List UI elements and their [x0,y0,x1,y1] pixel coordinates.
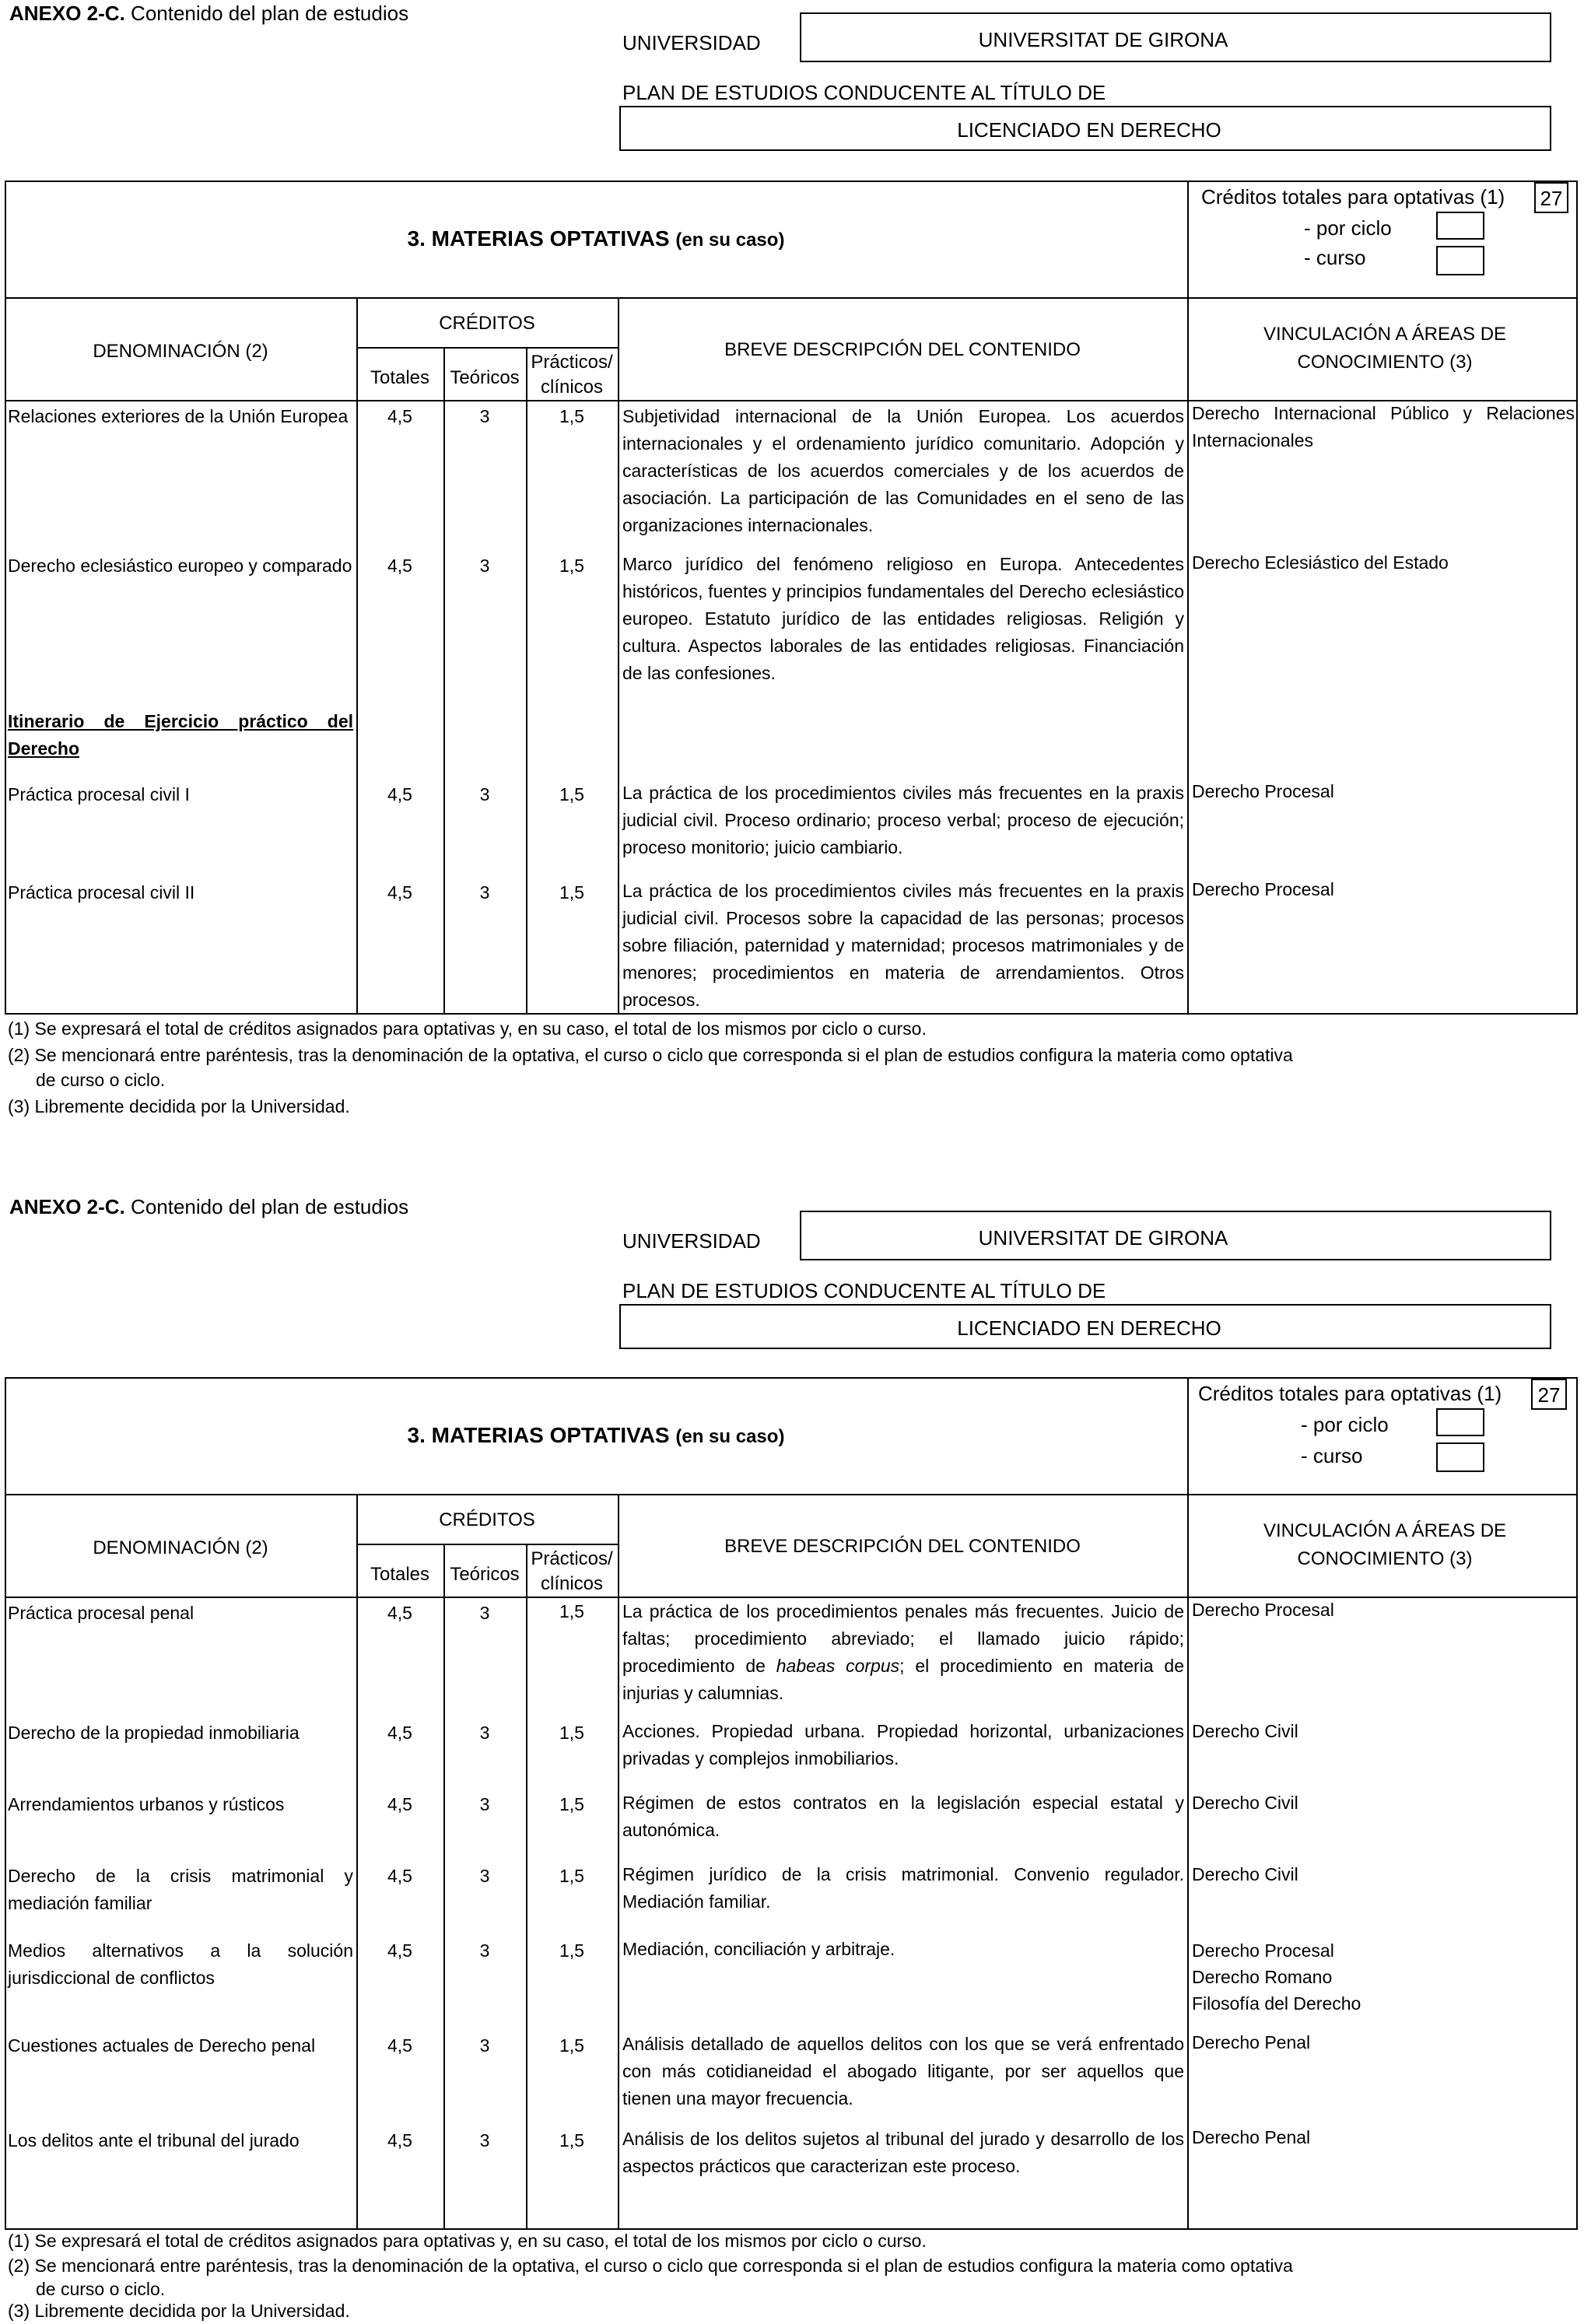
row-practicos: 1,5 [559,556,584,576]
row-totales: 4,5 [387,1603,412,1623]
curso-label: - curso [1301,1444,1363,1467]
row-descripcion: La práctica de los procedimientos penales más frecuentes. Juicio de faltas; procedimiento abreviado; el llamado juicio rápido; procedimiento de habeas corpus; el procedimiento en materia de injurias y calumnias. [622,1601,1184,1703]
row-teoricos: 3 [479,406,490,426]
col-practicos: Prácticos/ clínicos [531,352,613,398]
row-descripcion: La práctica de los procedimientos civiles más frecuentes en la praxis judicial civil. Procesos sobre la capacidad de las personas; procesos sobre filiación, paternidad y maternidad; procesos matrimoniales y de menores; procedimientos en materia de arrendamientos. Otros procesos. [622,881,1184,1010]
row-name: Derecho eclesiástico europeo y comparado [8,556,352,576]
row-totales: 4,5 [387,556,412,576]
col-denominacion: DENOMINACIÓN (2) [93,1537,268,1558]
row-practicos: 1,5 [559,882,584,903]
credits-total-value: 27 [1540,187,1563,210]
por-ciclo-label: - por ciclo [1304,216,1392,240]
footnote-2: (2) Se mencionará entre paréntesis, tras la denominación de la optativa, el curso o ciclo que corresponda si el plan de estudios configura la materia como optativa [8,1045,1293,1065]
row-name: Relaciones exteriores de la Unión Europea [8,406,349,426]
row-teoricos: 3 [479,1723,490,1743]
row-name: Arrendamientos urbanos y rústicos [8,1794,285,1814]
row-teoricos: 3 [479,1794,490,1814]
row-descripcion: Análisis de los delitos sujetos al tribunal del jurado y desarrollo de los aspectos prácticos que caracterizan este proceso. [622,2129,1184,2176]
footnote-2-cont: de curso o ciclo. [36,1070,166,1090]
row-descripcion: Régimen de estos contratos en la legislación especial estatal y autonómica. [622,1793,1184,1840]
row-teoricos: 3 [479,2130,490,2150]
row-practicos: 1,5 [559,1940,584,1961]
row-area: Derecho Procesal [1192,781,1334,801]
row-area: Derecho Eclesiástico del Estado [1192,552,1449,573]
plan-label: PLAN DE ESTUDIOS CONDUCENTE AL TÍTULO DE [622,1279,1106,1302]
footnote-2-cont: de curso o ciclo. [36,2279,166,2299]
col-descripcion: BREVE DESCRIPCIÓN DEL CONTENIDO [724,339,1081,360]
footnote-1: (1) Se expresará el total de créditos asignados para optativas y, en su caso, el total de los mismos por ciclo o curso. [8,1018,927,1039]
row-name: Derecho de la crisis matrimonial y mediación familiar [8,1866,353,1913]
footnote-2: (2) Se mencionará entre paréntesis, tras la denominación de la optativa, el curso o ciclo que corresponda si el plan de estudios configura la materia como optativa [8,2256,1293,2276]
row-totales: 4,5 [387,784,412,804]
row-descripcion: Subjetividad internacional de la Unión Europea. Los acuerdos internacionales y el ordenamiento jurídico comunitario. Adopción y características de los acuerdos comerciales y de los acuerdos de asociación. La participación de las Comunidades en el seno de las organizaciones internacionales. [622,406,1184,535]
section-title: 3. MATERIAS OPTATIVAS (en su caso) [407,1423,785,1447]
row-totales: 4,5 [387,1794,412,1814]
row-area-2: Derecho Romano [1192,1967,1333,1987]
row-practicos: 1,5 [559,1794,584,1814]
university-value: UNIVERSITAT DE GIRONA [978,28,1228,51]
row-area: Derecho Penal [1192,2032,1311,2052]
row-descripcion: Mediación, conciliación y arbitraje. [622,1939,895,1959]
row-descripcion: Régimen jurídico de la crisis matrimonial. Convenio regulador. Mediación familiar. [622,1864,1184,1912]
row-teoricos: 3 [479,1603,490,1623]
footnote-3: (3) Libremente decidida por la Universidad. [8,1096,350,1116]
row-practicos: 1,5 [559,1723,584,1743]
row-totales: 4,5 [387,2130,412,2150]
row-area: Derecho Internacional Público y Relaciones Internacionales [1192,403,1575,450]
row-descripcion: Marco jurídico del fenómeno religioso en Europa. Antecedentes históricos, fuentes y principios fundamentales del Derecho eclesiástico europeo. Estatuto jurídico de las entidades religiosas. Religión y cultura. Aspectos laborales de las entidades religiosas. Financiación de las confesiones. [622,554,1184,683]
row-area: Derecho Civil [1192,1864,1298,1884]
row-area: Derecho Civil [1192,1721,1298,1741]
row-name: Medios alternativos a la solución jurisdiccional de conflictos [8,1940,353,1988]
row-practicos: 1,5 [559,2130,584,2150]
plan-value: LICENCIADO EN DERECHO [957,118,1221,142]
row-teoricos: 3 [479,556,490,576]
row-totales: 4,5 [387,1866,412,1886]
row-name: Derecho de la propiedad inmobiliaria [8,1723,300,1743]
university-value: UNIVERSITAT DE GIRONA [978,1226,1228,1250]
row-practicos: 1,5 [559,406,584,426]
col-practicos: Prácticos/ clínicos [531,1548,613,1594]
row-practicos: 1,5 [559,2035,584,2056]
row-name: Práctica procesal civil I [8,784,190,804]
row-practicos: 1,5 [559,1866,584,1886]
row-descripcion: La práctica de los procedimientos civiles más frecuentes en la praxis judicial civil. Proceso ordinario; proceso verbal; proceso de ejecución; proceso monitorio; juicio cambiario. [622,783,1184,857]
row-totales: 4,5 [387,2035,412,2056]
university-label: UNIVERSIDAD [622,1229,761,1253]
row-totales: 4,5 [387,882,412,903]
col-denominacion: DENOMINACIÓN (2) [93,341,268,362]
por-ciclo-box [1436,212,1484,240]
por-ciclo-label: - por ciclo [1301,1413,1389,1436]
row-teoricos: 3 [479,882,490,903]
row-name: Práctica procesal penal [8,1603,194,1623]
col-vinculacion: VINCULACIÓN A ÁREAS DE CONOCIMIENTO (3) [1263,1520,1507,1569]
row-totales: 4,5 [387,1940,412,1961]
university-label: UNIVERSIDAD [622,31,761,54]
row-area: Derecho Procesal [1192,879,1334,899]
col-creditos: CRÉDITOS [439,1509,535,1530]
row-teoricos: 3 [479,2035,490,2056]
curso-box [1436,246,1484,275]
plan-label: PLAN DE ESTUDIOS CONDUCENTE AL TÍTULO DE [622,81,1106,104]
credits-total-value: 27 [1537,1383,1561,1407]
curso-label: - curso [1304,246,1366,269]
row-totales: 4,5 [387,1723,412,1743]
col-vinculacion: VINCULACIÓN A ÁREAS DE CONOCIMIENTO (3) [1263,324,1507,373]
annex-title: ANEXO 2-C. Contenido del plan de estudios [9,1195,409,1218]
row-descripcion: Acciones. Propiedad urbana. Propiedad horizontal, urbanizaciones privadas y complejos inmobiliarios. [622,1721,1184,1768]
credits-total-label: Créditos totales para optativas (1) [1198,1382,1502,1405]
row-teoricos: 3 [479,1866,490,1886]
annex-title: ANEXO 2-C. Contenido del plan de estudios [9,2,409,25]
row-teoricos: 3 [479,784,490,804]
col-totales: Totales [370,367,430,388]
por-ciclo-box [1436,1408,1484,1436]
col-descripcion: BREVE DESCRIPCIÓN DEL CONTENIDO [724,1536,1081,1557]
row-practicos: 1,5 [559,1601,584,1621]
col-teoricos: Teóricos [450,367,520,388]
row-descripcion: Análisis detallado de aquellos delitos con los que se verá enfrentado con más cotidianeidad el abogado litigante, por ser aquellos que tienen una mayor frecuencia. [622,2034,1184,2108]
credits-total-label: Créditos totales para optativas (1) [1201,185,1505,209]
row-teoricos: 3 [479,1940,490,1961]
col-creditos: CRÉDITOS [439,313,535,334]
row-practicos: 1,5 [559,784,584,804]
itinerario-heading: Itinerario de Ejercicio práctico del Derecho [8,711,353,759]
section-title: 3. MATERIAS OPTATIVAS (en su caso) [407,226,785,251]
row-area: Derecho Civil [1192,1793,1298,1813]
row-area: Derecho Procesal [1192,1600,1334,1620]
footnote-3: (3) Libremente decidida por la Universidad. [8,2301,350,2321]
row-area-3: Filosofía del Derecho [1192,1993,1361,2014]
row-totales: 4,5 [387,406,412,426]
plan-value: LICENCIADO EN DERECHO [957,1316,1221,1340]
row-area: Derecho Penal [1192,2127,1311,2147]
col-teoricos: Teóricos [450,1564,520,1585]
row-area-1: Derecho Procesal [1192,1940,1334,1961]
col-totales: Totales [370,1564,430,1585]
curso-box [1436,1442,1484,1472]
row-name: Cuestiones actuales de Derecho penal [8,2035,316,2056]
row-name: Práctica procesal civil II [8,882,195,903]
footnote-1: (1) Se expresará el total de créditos asignados para optativas y, en su caso, el total de los mismos por ciclo o curso. [8,2231,927,2251]
row-name: Los delitos ante el tribunal del jurado [8,2130,300,2150]
